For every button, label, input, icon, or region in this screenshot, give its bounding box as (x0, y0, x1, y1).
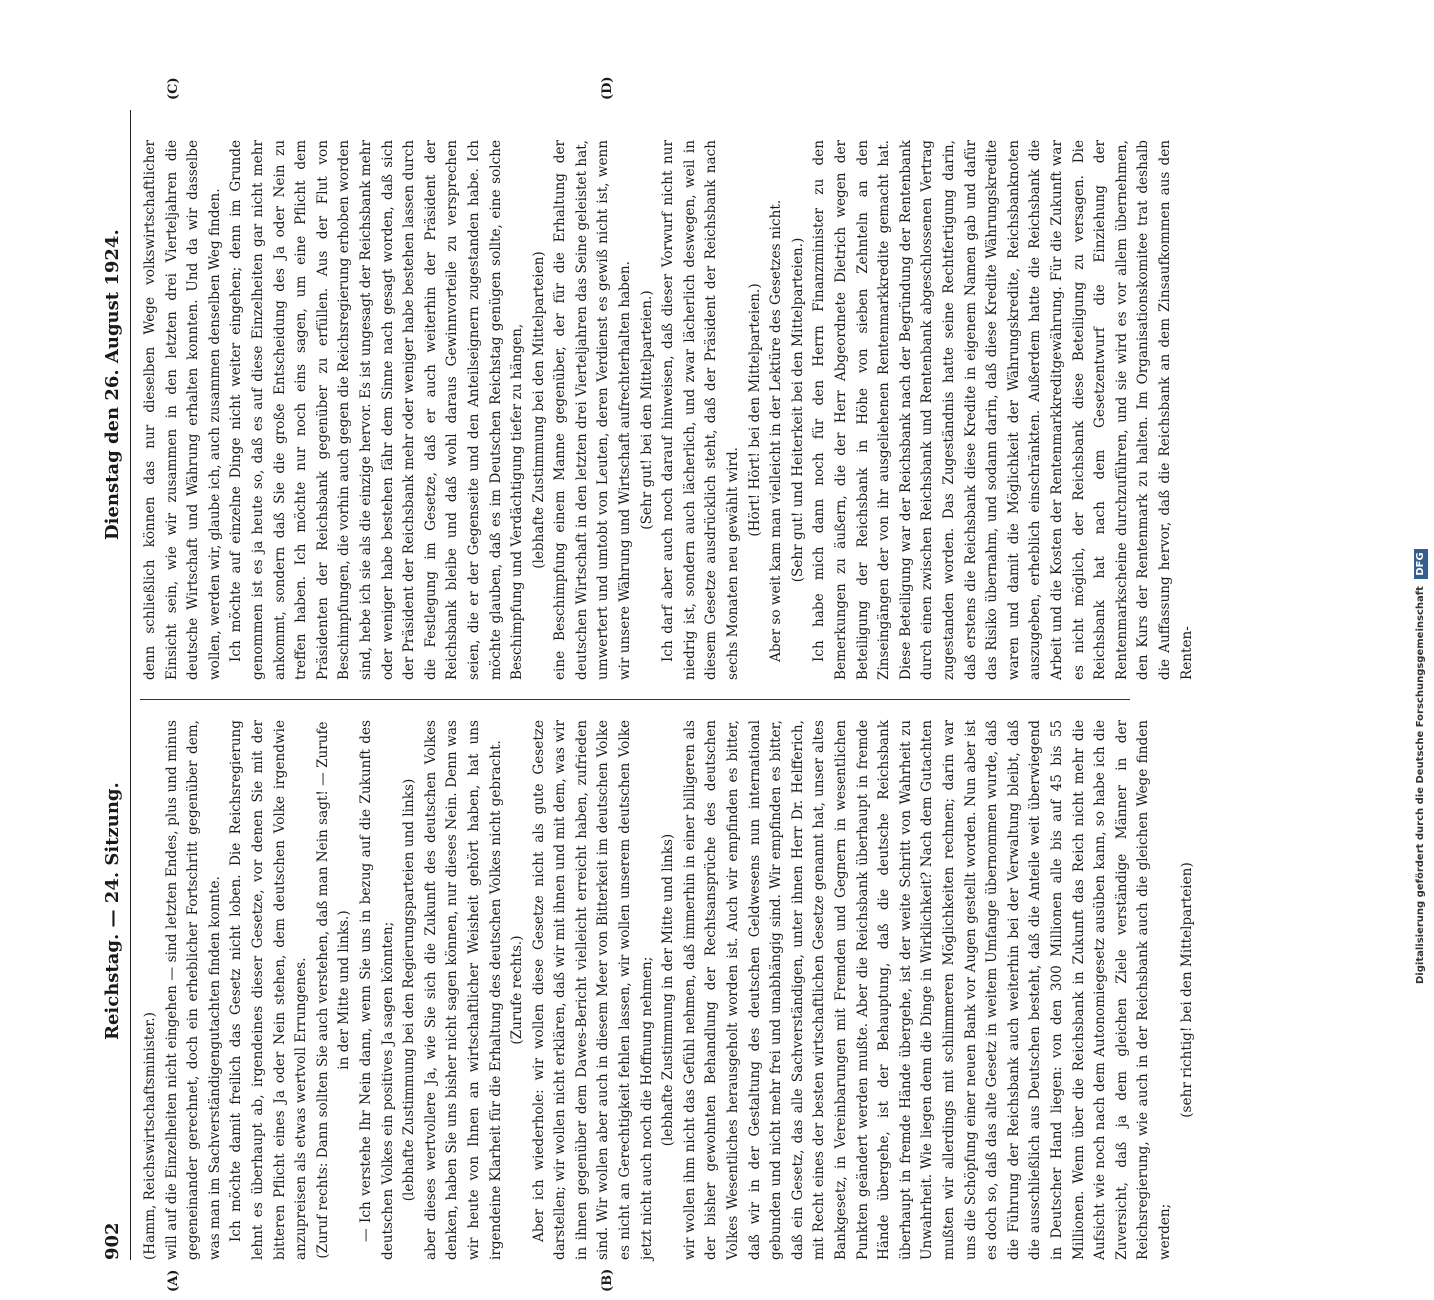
digitization-sidebar (1410, 10, 1432, 990)
paragraph: (Sehr gut! bei den Mittelparteien.) (638, 290, 655, 530)
paragraph: (lebhafte Zustimmung bei den Regierungsparteien und links) (401, 778, 418, 1202)
paragraph: (Hamm, Reichswirtschaftsminister.) (142, 1012, 158, 1260)
page-header (100, 110, 131, 1260)
text-column-right (140, 140, 1198, 680)
paragraph: (Zuruf rechts: Dann sollten Sie auch verstehen, daß man Nein sagt! — Zurufe in der Mitte und links.) (314, 721, 353, 1259)
paragraph: aber dieses wertvollere Ja, wie Sie sich die Zukunft des deutschen Volkes denken, haben Sie uns bisher nicht sagen können, nur dieses Nein. Denn was wir heute von Ihnen an wirtschaftlicher Weisheit gehört haben, hat uns irgendeine Klarheit für die Erhaltung des deutschen Volkes nicht gebracht. (422, 720, 504, 1260)
paragraph: Ich möchte auf einzelne Dinge nicht weiter eingehen; denn im Grunde genommen ist es ja heute so, daß es auf diese Einzelheiten gar nicht mehr ankommt, sondern daß Sie die große Entscheidung des Ja oder Nein zu treffen haben. Ich möchte nur noch eins sagen, um eine Pflicht dem Präsidenten der Reichsbank gegenüber zu erfüllen. Aus der Flut von Beschimpfungen, die vorhin auch gegen die Reichsregierung erhoben worden sind, hebe ich sie als die einzige hervor. Es ist ungesagt der Reichsbank mehr oder weniger habe bestehen fähr dem Sinne nach gesagt worden, daß sich der Präsident der Reichsbank mehr oder weniger habe bestehen lassen durch die Festlegung im Gesetze, daß er auch weiterhin der Präsident der Reichsbank bleibe und daß wohl daraus Gewinnvorteile zu versprechen seien, die er der Gegenseite und den Anteilseignern zugestanden habe. Ich möchte glauben, daß es im Deutschen Reichstag genügen sollte, eine solche Beschimpfung und Verdächtigung tiefer zu hängen, (228, 140, 526, 680)
paragraph: (sehr richtig! bei den Mittelparteien) (1178, 862, 1195, 1118)
paragraph: Ich habe mich dann noch für den Herrn Finanzminister zu den Bemerkungen zu äußern, die der Herr Abgeordnete Dietrich wegen der Beteiligung der Reichsbank in Höhe von sieben Zehnteln an den Zinseingängen der von ihr ausgeliehenen Rentenmarkkredite gemacht hat. Diese Beteiligung war der Reichsbank nach der Begründung der Rentenbank durch einen zwischen Reichsbank und Rentenbank abgeschlossenen Vertrag zugestanden worden. Das Zugeständnis hatte seine Rechtfertigung darin, daß erstens die Reichsbank diese Kredite in eigenem Namen gab und dafür das Risiko übernahm, und sodann darin, daß diese Kredite Währungskredite waren und damit die Möglichkeit der Währungskredite, Reichsbanknoten auszugeben, erheblich einschränkten. Außerdem hatte die Reichsbank die Arbeit und die Kosten der Rentenmarkkreditgewährung. Für die Zukunft war es nicht möglich, der Reichsbank diese Beteiligung zu versagen. Die Reichsbank hat nach dem Gesetzentwurf die Einziehung der Rentenmarkscheine durchzuführen, und sie wird es vor allem übernehmen, den Kurs der Rentenmark zu halten. Im Organisationskomitee trat deshalb die Auffassung hervor, daß die Reichsbank an dem Zinsaufkommen aus den Renten- (811, 140, 1195, 680)
paragraph: will auf die Einzelheiten nicht eingehen — sind letzten Endes, plus und minus gegeneinander gerechnet, doch ein erheblicher Fortschritt gegenüber dem, was man im Sachverständigengutachten finden konnte. (163, 720, 223, 1260)
paragraph: — Ich verstehe Ihr Nein dann, wenn Sie uns in bezug auf die Zukunft des deutschen Volkes ein positives Ja sagen könnten; (357, 720, 396, 1260)
paragraph: (lebhafte Zustimmung bei den Mittelparteien) (530, 251, 547, 569)
column-divider (140, 699, 1130, 700)
page-number: 902 (102, 1222, 123, 1260)
paragraph: (Hört! Hört! bei den Mittelparteien.) (746, 283, 763, 537)
paragraph: Aber so weit kam man vielleicht in der Lektüre des Gesetzes nicht. (768, 199, 785, 662)
dfg-logo: DFG (1414, 549, 1428, 578)
text-column-left (140, 720, 1198, 1260)
paragraph: wir wollen ihm nicht das Gefühl nehmen, daß immerhin in einer billigeren als der bisher gewohnten Behandlung der Rechtsansprüche des deutschen Volkes Wesentliches herausgeholt worden ist. Auch wir empfinden es bitter, daß wir in der Gestaltung des deutschen Geldwesens nun international gebunden und nicht mehr frei und unabhängig sind. Wir empfinden es bitter, daß ein Gesetz, das alle Sachverständigen, unter ihnen Herr Dr. Helfferich, mit Recht eines der besten wirtschaftlichen Gesetze genannt hat, unser altes Bankgesetz, in Vereinbarungen mit Fremden und Gegnern in wesentlichen Punkten geändert werden mußte. Aber die Reichsbank überhaupt in fremde Hände übergehe, ist der Behauptung, daß die deutsche Reichsbank überhaupt in fremde Hände übergehe, ist der weite Schritt von Wahrheit zu Unwahrheit. Wie liegen denn die Dinge in Wirklichkeit? Nach dem Gutachten mußten wir allerdings mit schlimmeren Möglichkeiten rechnen; darin war uns die Schöpfung einer neuen Bank vor Augen gestellt worden. Nun aber ist es doch so, daß das alte Gesetz in weitem Umfange übernommen wurde, daß die Führung der Reichsbank auch weiterhin bei der Verwaltung bleibt, daß die ausschließlich aus Deutschen besteht, daß die Anteile weit überwiegend in Deutscher Hand liegen: von den 300 Millionen alle bis auf 45 bis 55 Millionen. Wenn über die Reichsbank in Zukunft das Reich nicht mehr die Aufsicht wie noch nach dem Autonomiegesetz ausüben kann, so habe ich die Zuversicht, daß ja dem gleichen Ziele verständige Männer in der Reichsregierung, wie auch in der Reichsbank auch die gleichen Wege finden werden; (681, 720, 1173, 1260)
paragraph: eine Beschimpfung einem Manne gegenüber, der für die Erhaltung der deutschen Wirtschaft in den letzten drei Vierteljahren das Seine geleistet hat, umwertert und umtobt von Leuten, deren Verdienst es gewiß nicht ist, wenn wir unsere Währung und Wirtschaft aufrechterhalten haben. (552, 140, 634, 680)
paragraph: (Sehr gut! und Heiterkeit bei den Mittelparteien.) (789, 237, 806, 583)
header-title-right: Dienstag den 26. August 1924. (102, 229, 123, 540)
margin-mark-a: (A) (166, 1269, 181, 1292)
margin-mark-b: (B) (600, 1268, 615, 1292)
paragraph: denn schließlich können das nur dieselben Wege volkswirtschaftlicher Einsicht sein, wie wir zusammen in den letzten drei Vierteljahren die deutsche Wirtschaft und Währung erhalten konnten. Und da wir dasselbe wollen, werden wir, glaube ich, auch zusammen denselben Weg finden. (142, 140, 223, 680)
paragraph: (lebhafte Zustimmung in der Mitte und links) (660, 833, 677, 1147)
paragraph: Ich möchte damit freilich das Gesetz nicht loben. Die Reichsregierung lehnt es überhaupt ab, irgendeines dieser Gesetze, vor denen Sie mit der bitteren Pflicht eines Ja oder Nein stehen, dem deutschen Volke irgendwie anzupreisen als etwas wertvoll Errungenes. (228, 720, 310, 1260)
paragraph: Aber ich wiederhole: wir wollen diese Gesetze nicht als gute Gesetze darstellen; wir wollen nicht erklären, daß wir mit ihnen und mit dem, was wir in ihnen gegenüber dem Dawes-Bericht vielleicht erreicht haben, zufrieden sind. Wir wollen aber auch in diesem Meer von Bitterkeit im deutschen Volke es nicht an Gerechtigkeit fehlen lassen, wir wollen unserem deutschen Volke jetzt nicht auch noch die Hoffnung nehmen; (530, 720, 655, 1260)
rotated-document-page (80, 0, 1195, 1300)
margin-mark-c: (C) (166, 77, 181, 100)
sidebar-credit-text: Digitalisierung gefördert durch die Deutsche Forschungsgemeinschaft (1415, 586, 1426, 984)
paragraph: Ich darf aber auch noch darauf hinweisen, daß dieser Vorwurf nicht nur niedrig ist, sondern auch lächerlich, und zwar lächerlich deswegen, weil in diesem Gesetze ausdrücklich steht, daß der Präsident der Reichsbank nach sechs Monaten neu gewählt wird. (660, 140, 742, 680)
header-title-left: Reichstag. — 24. Sitzung. (102, 782, 123, 1040)
margin-mark-d: (D) (600, 76, 615, 100)
paragraph: (Zurufe rechts.) (509, 935, 526, 1045)
